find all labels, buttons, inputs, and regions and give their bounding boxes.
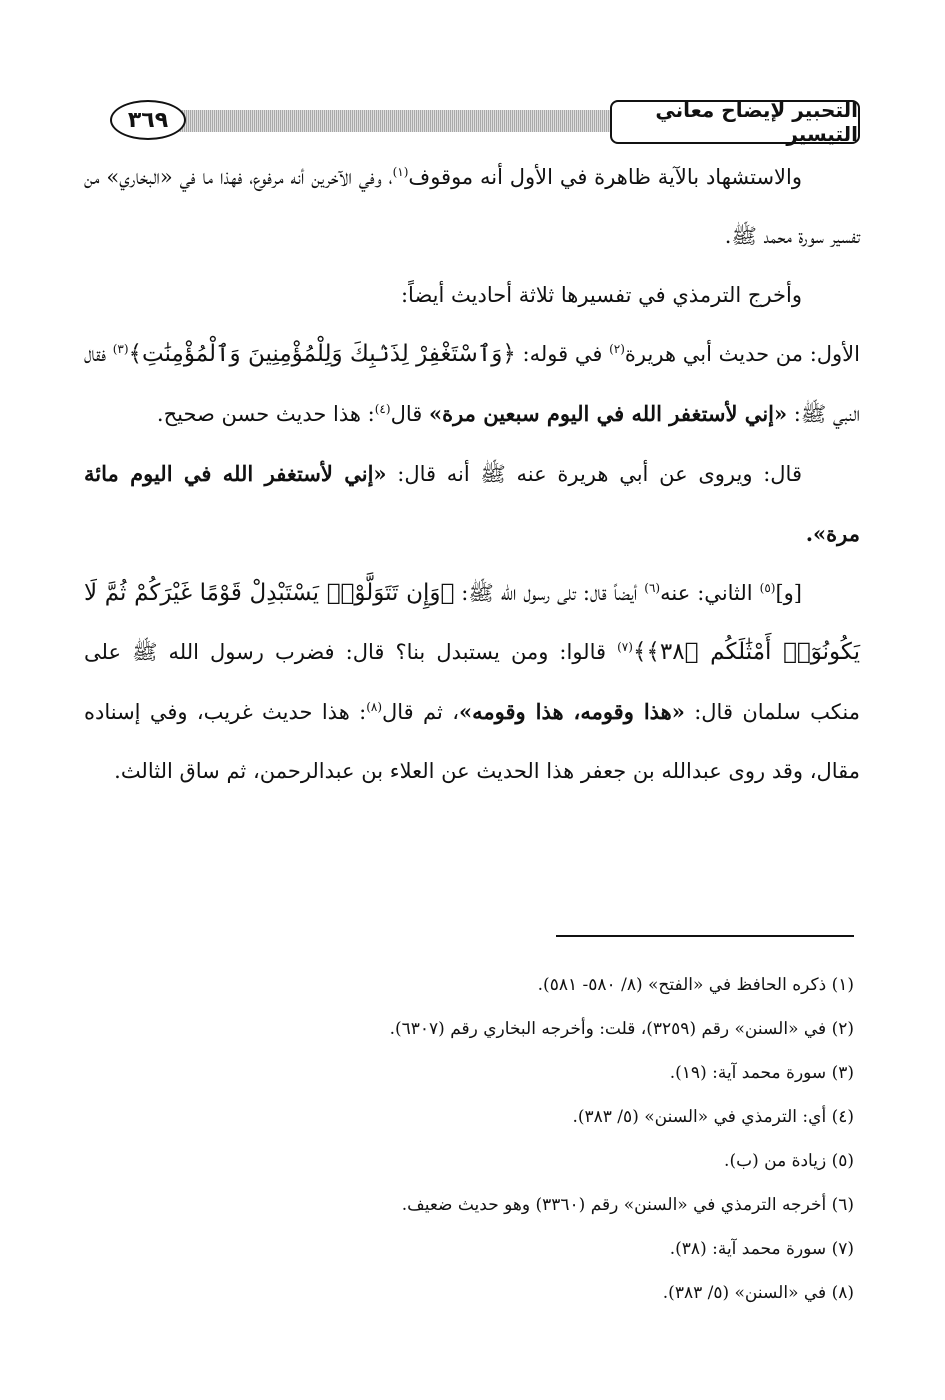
- p3-text-3: فقال النبي ﷺ:: [84, 342, 860, 426]
- footnote-3: (٣) سورة محمد آية: (١٩).: [669, 1063, 854, 1083]
- p1-text-2: ، وفي الآخرين أنه مرفوع، فهذا ما في «البخاري» من تفسير سورة محمد ﷺ.: [84, 165, 860, 248]
- paragraph-4: [84, 444, 860, 564]
- footnote-7: (٧) سورة محمد آية: (٣٨).: [669, 1239, 854, 1259]
- hadith-text-3: «هذا وقومه، هذا وقومه»: [459, 699, 685, 724]
- footnote-ref-5: (٥): [759, 581, 776, 595]
- footnote-ref-7: (٧): [617, 640, 633, 654]
- header-decorative-band: [156, 110, 620, 132]
- book-title-box: [610, 100, 860, 144]
- p5-text-4: قالوا: ومن يستبدل بنا؟ قال: فضرب رسول الله ﷺ على منكب سلمان قال:: [84, 640, 860, 724]
- p5-text-3: أيضاً قال: تلى رسول الله ﷺ:: [454, 581, 645, 605]
- running-header: [86, 96, 860, 146]
- footnote-ref-6: (٦): [644, 581, 661, 595]
- hadith-text-1: «إني لأستغفر الله في اليوم سبعين مرة»: [428, 401, 788, 426]
- quran-verse-1: ﴿وَٱسْتَغْفِرْ لِذَنۢبِكَ وَلِلْمُؤْمِنِينَ وَٱلْمُؤْمِنَٰتِ﴾: [128, 341, 516, 367]
- p5-text-6: : هذا حديث غريب، وفي إسناده مقال، وقد روى عبدالله بن جعفر هذا الحديث عن العلاء بن عبدالرحمن، ثم ساق الثالث.: [84, 700, 860, 783]
- paragraph-5: [84, 564, 860, 801]
- book-title: التحبير لإيضاح معاني التيسير: [655, 98, 858, 146]
- p5-text-5: ، ثم قال: [382, 700, 459, 724]
- footnote-ref-3: (٣): [112, 342, 129, 356]
- p3-text-5: : هذا حديث حسن صحيح.: [156, 402, 375, 426]
- footnote-2: (٢) في «السنن» رقم (٣٢٥٩)، قلت: وأخرجه البخاري رقم (٦٣٠٧).: [389, 1019, 854, 1039]
- footnote-ref-4: (٤): [374, 402, 391, 416]
- footnote-ref-1: (١): [392, 165, 409, 179]
- footnote-ref-8: (٨): [366, 700, 383, 714]
- footnote-4: (٤) أي: الترمذي في «السنن» (٥/ ٣٨٣).: [572, 1107, 854, 1127]
- paragraph-2: وأخرج الترمذي في تفسيرها ثلاثة أحاديث أيضاً:: [400, 283, 802, 307]
- footnote-separator: [556, 935, 854, 937]
- page-number-text: ٣٦٩: [127, 107, 169, 133]
- p3-text-4: قال: [390, 402, 429, 426]
- footnote-1: (١) ذكره الحافظ في «الفتح» (٨/ ٥٨٠- ٥٨١).: [537, 975, 854, 995]
- footnotes: [84, 963, 854, 1315]
- p1-text-1: والاستشهاد بالآية ظاهرة في الأول أنه موقوف: [408, 165, 802, 189]
- paragraph-1: [84, 148, 860, 266]
- footnote-6: (٦) أخرجه الترمذي في «السنن» رقم (٣٣٦٠) وهو حديث ضعيف.: [401, 1195, 854, 1215]
- main-text: [84, 148, 860, 801]
- footnote-8: (٨) في «السنن» (٥/ ٣٨٣).: [662, 1283, 854, 1303]
- p5-text-1: [و]: [775, 581, 802, 605]
- footnote-ref-2: (٢): [609, 342, 625, 356]
- paragraph-3: [84, 325, 860, 444]
- p3-text-2: في قوله:: [515, 342, 610, 366]
- hadith-text-2: «إني لأستغفر الله في اليوم مائة مرة».: [84, 461, 860, 546]
- p5-text-2: الثاني: عنه: [660, 581, 760, 605]
- page-number: [110, 100, 186, 140]
- p4-text-1: قال: ويروى عن أبي هريرة عنه ﷺ أنه قال:: [386, 462, 802, 486]
- p3-text-1: الأول: من حديث أبي هريرة: [624, 342, 860, 366]
- footnote-5: (٥) زيادة من (ب).: [724, 1151, 854, 1171]
- quran-verse-2: ﴿وَإِن تَتَوَلَّوْا۟ يَسْتَبْدِلْ قَوْمًا غَيْرَكُمْ ثُمَّ لَا يَكُونُوٓا۟ أَمْثَٰلَكُم ﴿٣٨﴾﴾: [84, 580, 860, 665]
